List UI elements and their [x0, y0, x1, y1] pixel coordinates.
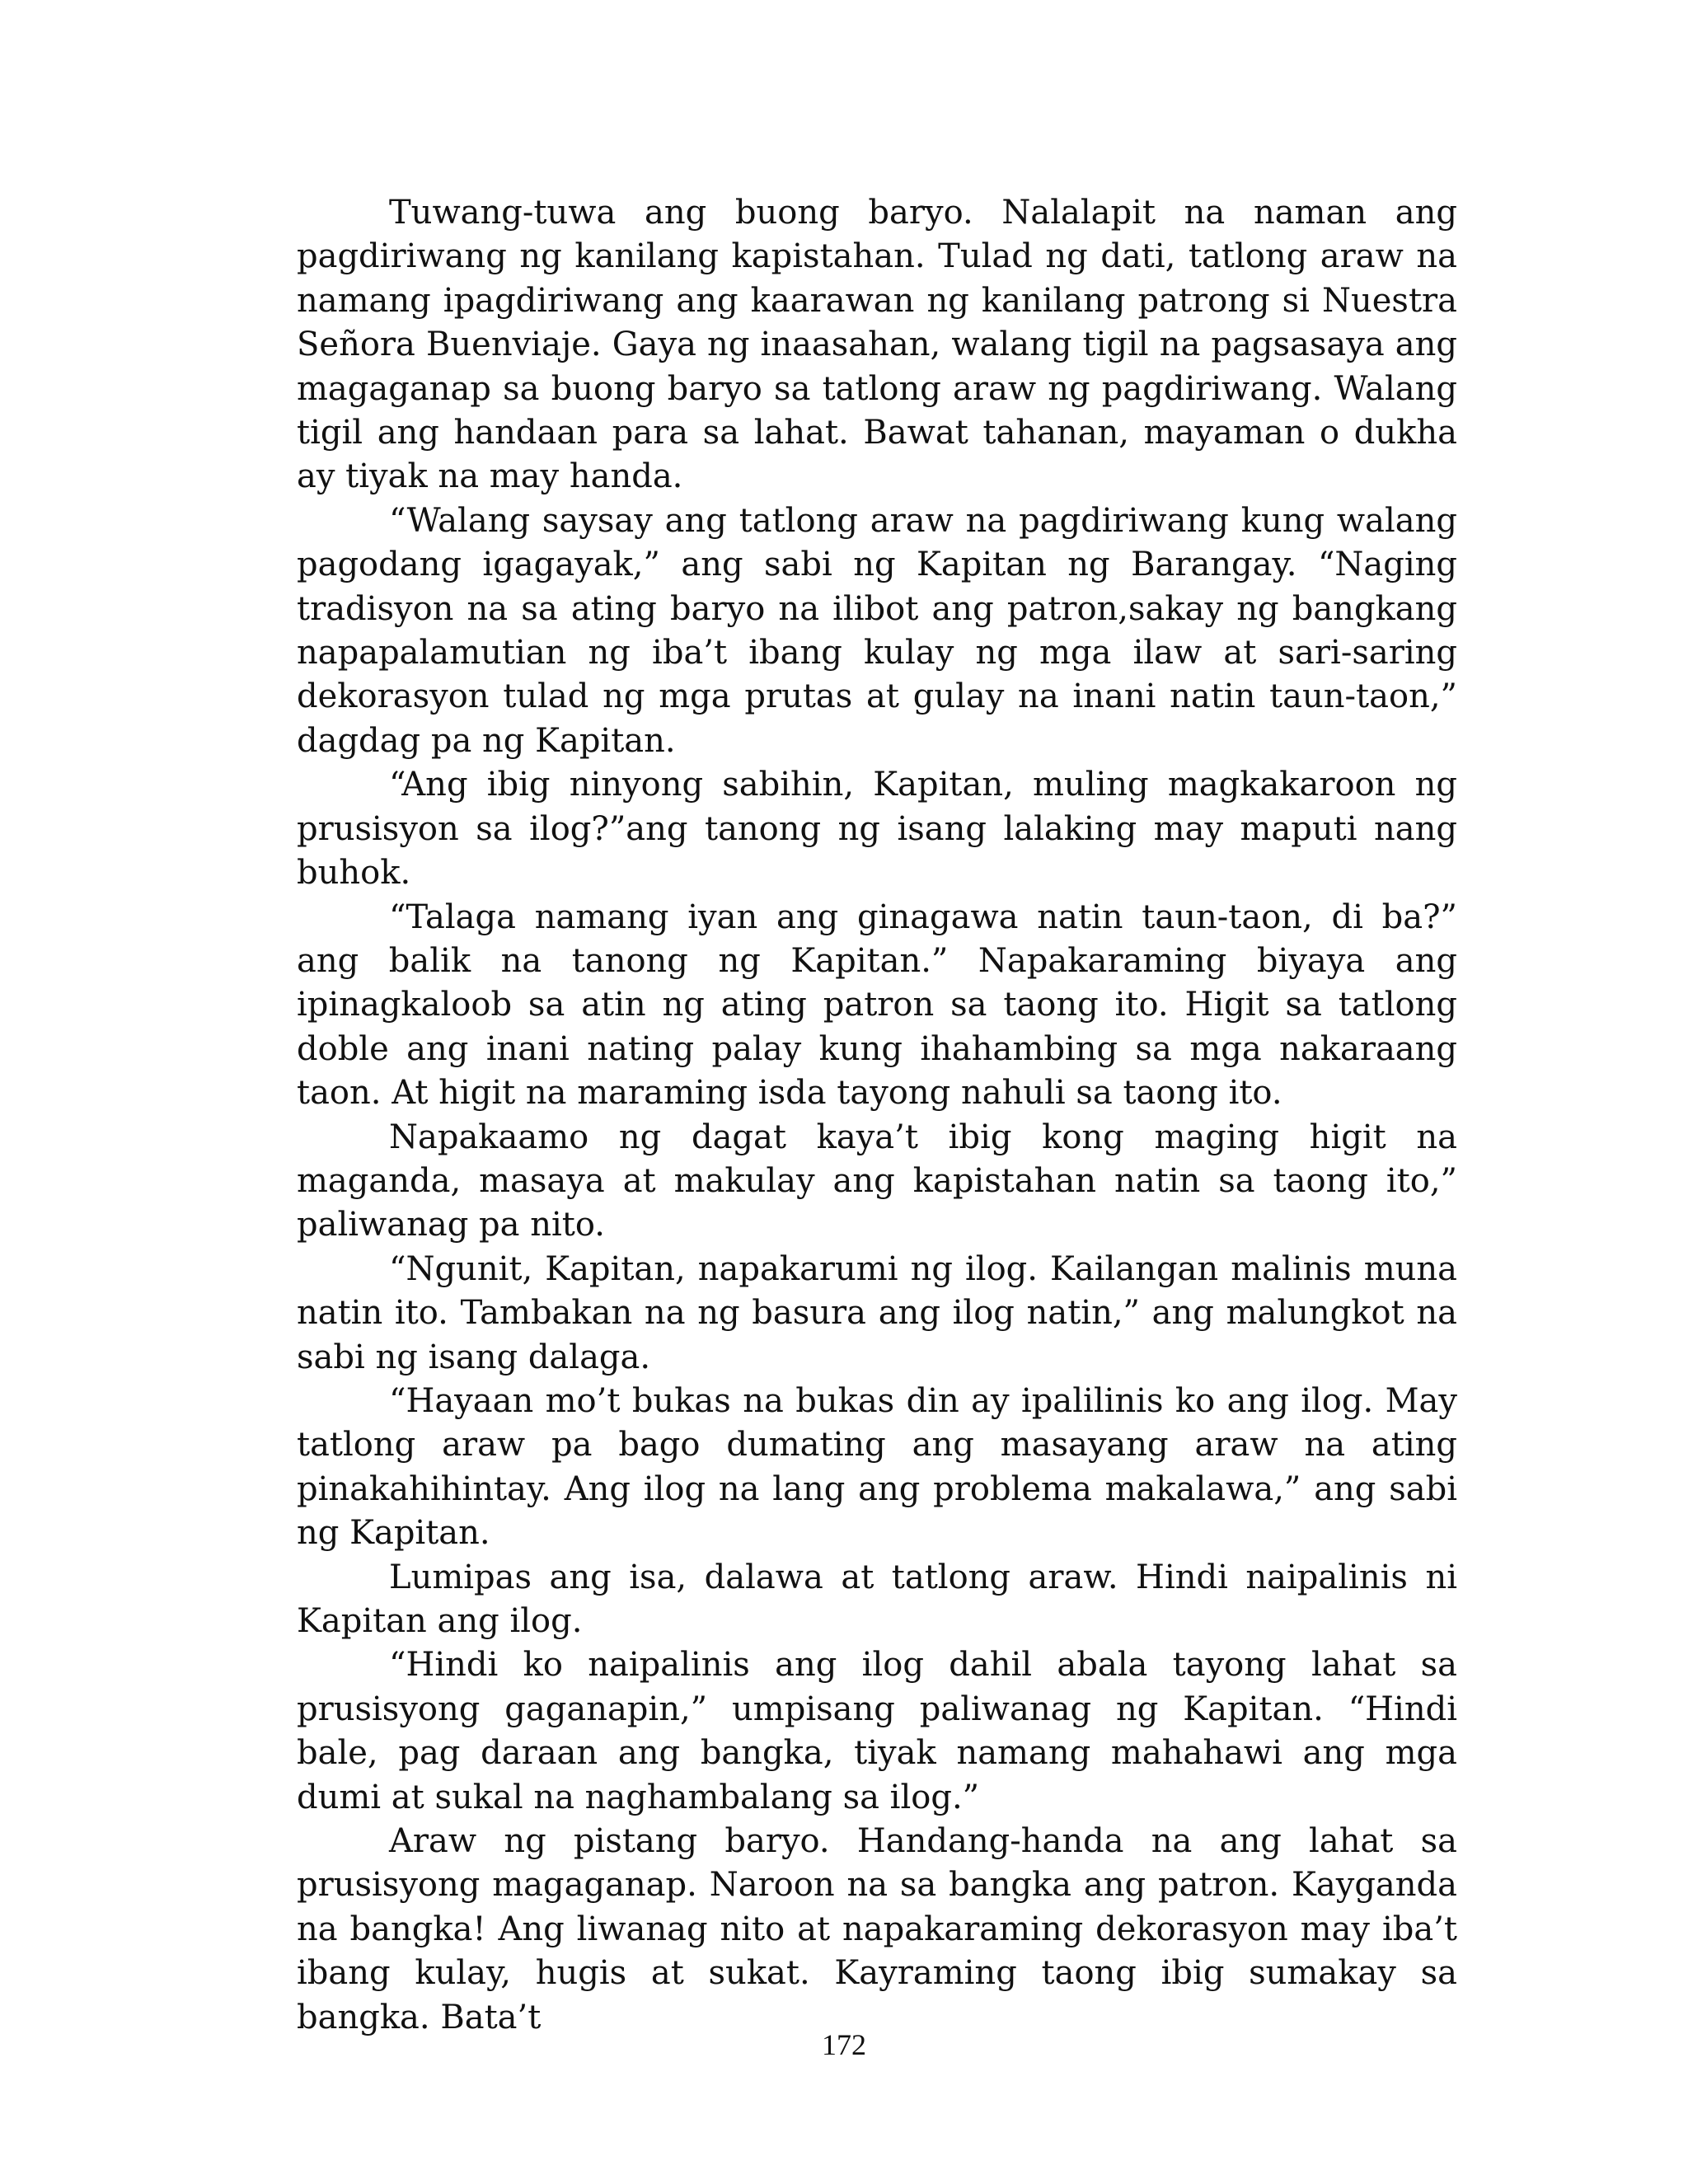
page-number: 172 — [822, 2028, 866, 2061]
paragraph: Lumipas ang isa, dalawa at tatlong araw. Hindi naipalinis ni Kapitan ang ilog. — [297, 1558, 1457, 1640]
paragraph: “Talaga namang iyan ang ginagawa natin taun-taon, di ba?” ang balik na tanong ng Kapitan.” Napakaraming biyaya ang ipinagkaloob sa atin ng ating patron sa taong ito. Higit sa tatlong doble ang inani nating palay kung ihahambing sa mga nakaraang taon. At higit na maraming isda tayong nahuli sa taong ito. — [297, 898, 1457, 1113]
paragraph: “Walang saysay ang tatlong araw na pagdiriwang kung walang pagodang igagayak,” ang sabi ng Kapitan ng Barangay. “Naging tradisyon na sa ating baryo na ilibot ang patron,sakay ng bangkang napapalamutian ng iba’t ibang kulay ng mga ilaw at sari-saring dekorasyon tulad ng mga prutas at gulay na inani natin taun-taon,” dagdag pa ng Kapitan. — [297, 501, 1457, 760]
paragraph: Araw ng pistang baryo. Handang-handa na ang lahat sa prusisyong magaganap. Naroon na sa bangka ang patron. Kayganda na bangka! Ang liwanag nito at napakaraming dekorasyon may iba’t ibang kulay, hugis at sukat. Kayraming taong ibig sumakay sa bangka. Bata’t — [297, 1822, 1457, 2036]
paragraph: Napakaamo ng dagat kaya’t ibig kong maging higit na maganda, masaya at makulay ang kapistahan natin sa taong ito,” paliwanag pa nito. — [297, 1118, 1457, 1244]
paragraph: “Ang ibig ninyong sabihin, Kapitan, muling magkakaroon ng prusisyon sa ilog?”ang tanong ng isang lalaking may maputi nang buhok. — [297, 766, 1457, 893]
paragraph: “Hayaan mo’t bukas na bukas din ay ipalilinis ko ang ilog. May tatlong araw pa bago dumating ang masayang araw na ating pinakahihintay. Ang ilog na lang ang problema makalawa,” ang sabi ng Kapitan. — [297, 1381, 1457, 1553]
paragraph: “Ngunit, Kapitan, napakarumi ng ilog. Kailangan malinis muna natin ito. Tambakan na ng basura ang ilog natin,” ang malungkot na sabi ng isang dalaga. — [297, 1249, 1457, 1376]
story-body — [297, 191, 1457, 2040]
paragraph: Tuwang-tuwa ang buong baryo. Nalalapit na naman ang pagdiriwang ng kanilang kapistahan. Tulad ng dati, tatlong araw na namang ipagdiriwang ang kaarawan ng kanilang patrong si Nuestra Señora Buenviaje. Gaya ng inaasahan, walang tigil na pagsasaya ang magaganap sa buong baryo sa tatlong araw ng pagdiriwang. Walang tigil ang handaan para sa lahat. Bawat tahanan, mayaman o dukha ay tiyak na may handa. — [297, 194, 1457, 496]
paragraph: “Hindi ko naipalinis ang ilog dahil abala tayong lahat sa prusisyong gaganapin,” umpisang paliwanag ng Kapitan. “Hindi bale, pag daraan ang bangka, tiyak namang mahahawi ang mga dumi at sukal na naghambalang sa ilog.” — [297, 1646, 1457, 1816]
